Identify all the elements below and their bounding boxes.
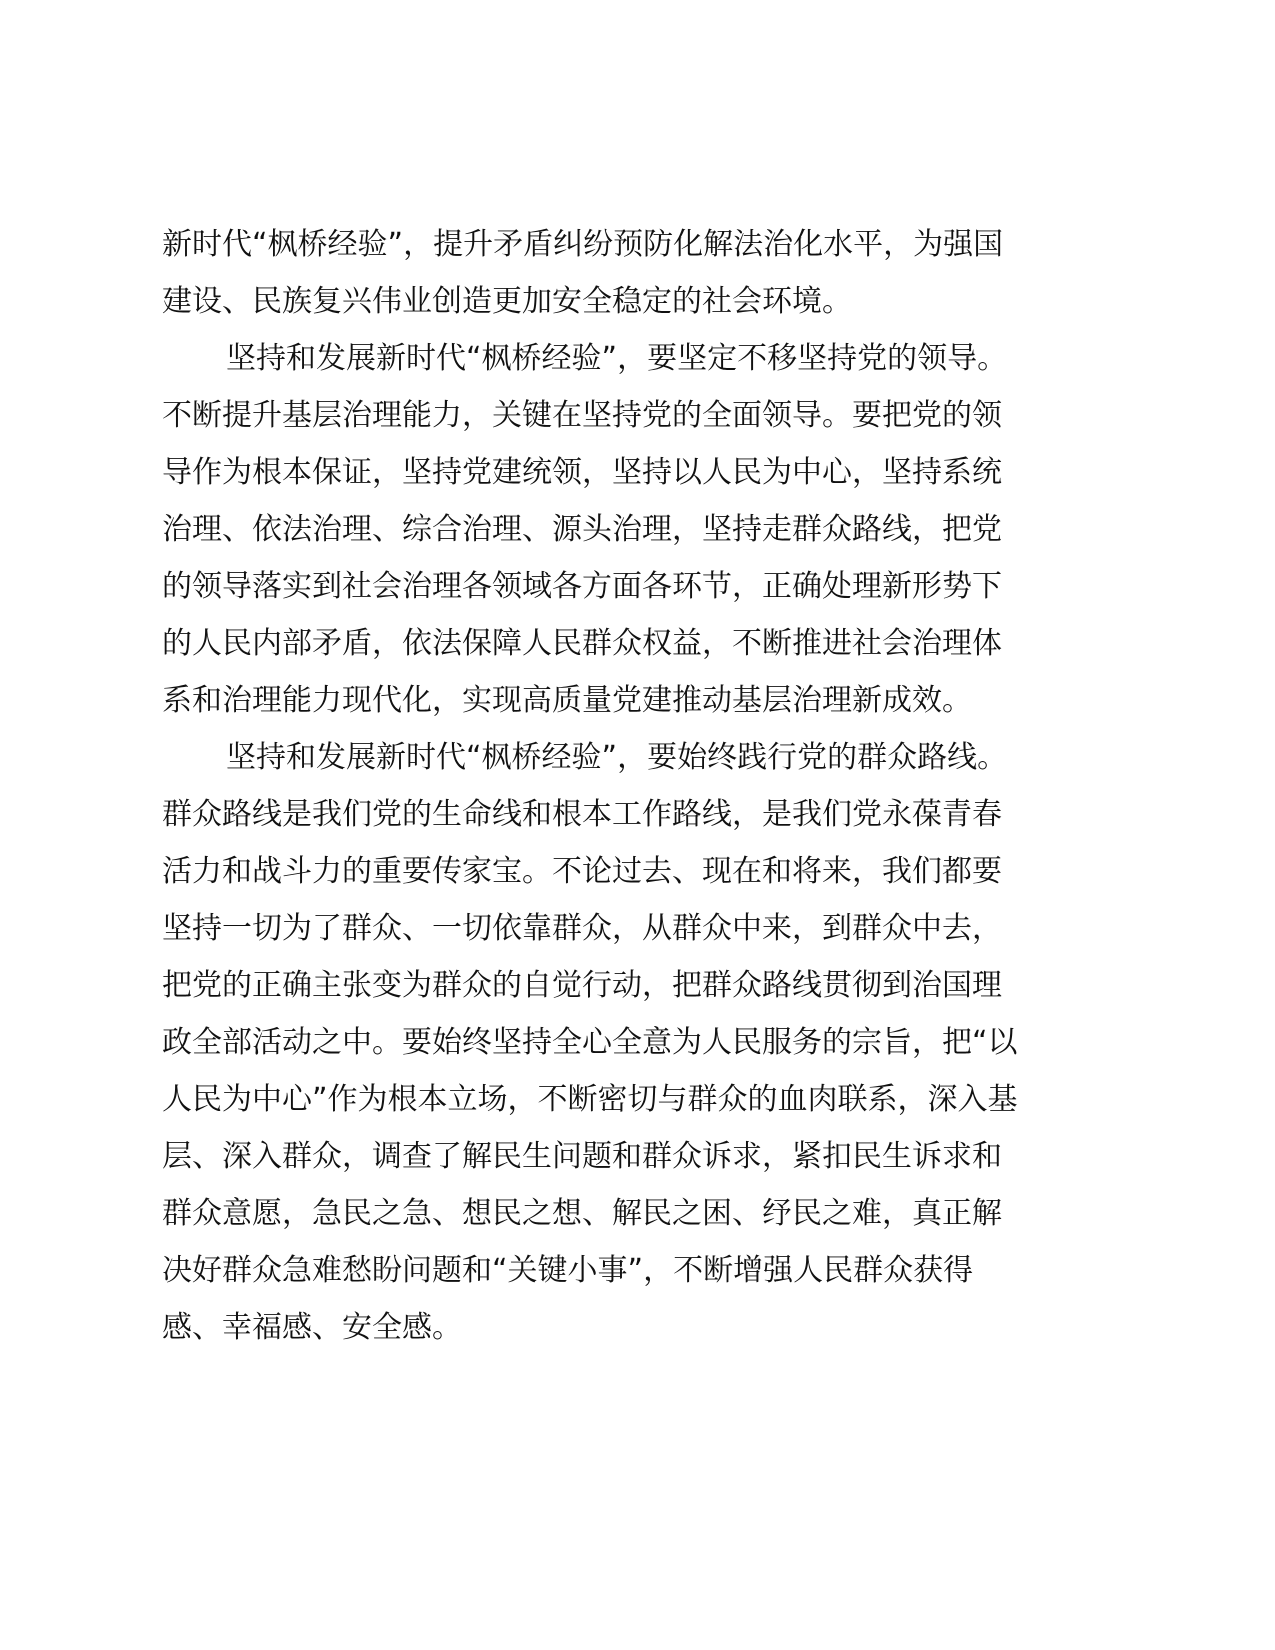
document-body <box>162 216 1082 1356</box>
text-line: 人民为中心”作为根本立场，不断密切与群众的血肉联系，深入基 <box>162 1082 1018 1117</box>
text-line: 层、深入群众，调查了解民生问题和群众诉求，紧扣民生诉求和 <box>162 1139 1002 1174</box>
text-line: 的领导落实到社会治理各领域各方面各环节，正确处理新形势下 <box>162 569 1002 604</box>
text-line: 感、幸福感、安全感。 <box>162 1310 462 1345</box>
text-line: 群众路线是我们党的生命线和根本工作路线，是我们党永葆青春 <box>162 797 1002 832</box>
text-line: 建设、民族复兴伟业创造更加安全稳定的社会环境。 <box>162 284 852 319</box>
paragraph-start-line: 坚持和发展新时代“枫桥经验”，要坚定不移坚持党的领导。 <box>226 341 1008 376</box>
text-line: 政全部活动之中。要始终坚持全心全意为人民服务的宗旨，把“以 <box>162 1025 1018 1060</box>
text-line: 系和治理能力现代化，实现高质量党建推动基层治理新成效。 <box>162 683 972 718</box>
paragraph-start-line: 坚持和发展新时代“枫桥经验”，要始终践行党的群众路线。 <box>226 740 1008 775</box>
text-line: 决好群众急难愁盼问题和“关键小事”，不断增强人民群众获得 <box>162 1253 974 1288</box>
text-line: 治理、依法治理、综合治理、源头治理，坚持走群众路线，把党 <box>162 512 1002 547</box>
text-line: 活力和战斗力的重要传家宝。不论过去、现在和将来，我们都要 <box>162 854 1002 889</box>
text-line: 新时代“枫桥经验”，提升矛盾纠纷预防化解法治化水平，为强国 <box>162 227 1004 262</box>
text-line: 不断提升基层治理能力，关键在坚持党的全面领导。要把党的领 <box>162 398 1002 433</box>
text-line: 导作为根本保证，坚持党建统领，坚持以人民为中心，坚持系统 <box>162 455 1002 490</box>
text-line: 的人民内部矛盾，依法保障人民群众权益，不断推进社会治理体 <box>162 626 1002 661</box>
text-line: 坚持一切为了群众、一切依靠群众，从群众中来，到群众中去， <box>162 911 1002 946</box>
text-line: 把党的正确主张变为群众的自觉行动，把群众路线贯彻到治国理 <box>162 968 1002 1003</box>
text-line: 群众意愿，急民之急、想民之想、解民之困、纾民之难，真正解 <box>162 1196 1002 1231</box>
